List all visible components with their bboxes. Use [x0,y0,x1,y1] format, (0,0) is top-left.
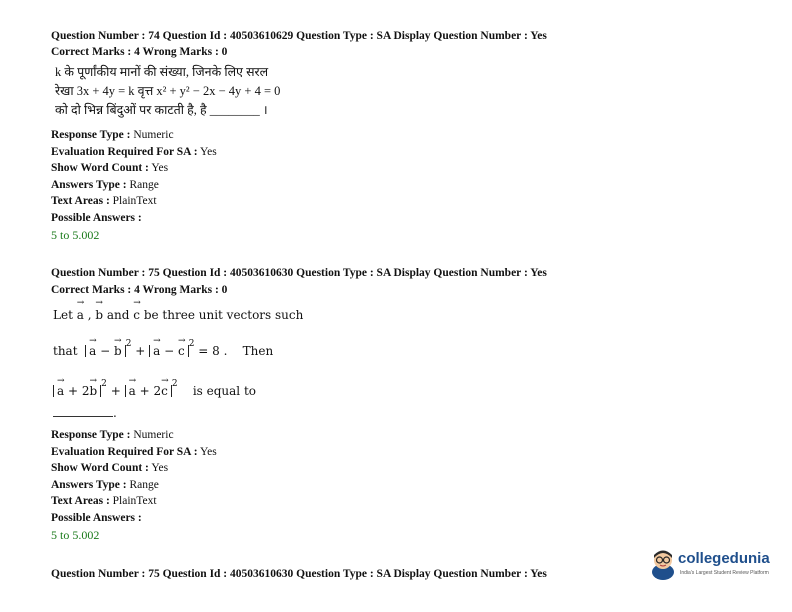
meta-row: Answers Type : Range [51,478,159,491]
question-74-marks: Correct Marks : 4 Wrong Marks : 0 [51,46,228,58]
question-74-meta [51,127,217,226]
meta-row: Text Areas : PlainText [51,195,157,207]
question-75-answer: 5 to 5.002 [51,528,100,542]
q74-line-3: को दो भिन्न बिंदुओं पर काटती है, है ________ । [55,103,268,117]
meta-row: Response Type : Numeric [51,129,174,141]
question-75-header: Question Number : 75 Question Id : 40503610630 Question Type : SA Display Question Number : Yes [51,267,547,279]
meta-row: Evaluation Required For SA : Yes [51,445,217,458]
logo-wordmark: collegedunia [678,550,770,567]
q75-line-2: that → a − → b $^2$ + → a − → c $^2$ = 8 . Then [53,344,273,358]
meta-row: Possible Answers : [51,211,142,224]
question-75-marks: Correct Marks : 4 Wrong Marks : 0 [51,284,228,296]
meta-row: Answers Type : Range [51,178,159,191]
meta-row: Response Type : Numeric [51,429,174,441]
question-75-meta [51,427,217,526]
q75-line-3: → a + 2→ b $^2$ + → a + 2→ c $^2$ is equal to [53,384,256,398]
question-74-answer: 5 to 5.002 [51,228,100,242]
question-74-body [55,63,280,120]
q74-line-2: रेखा 3x + 4y = k वृत्त x² + y² − 2x − 4y + 4 = 0 [55,84,281,98]
meta-row: Show Word Count : Yes [51,462,169,474]
question-74-header: Question Number : 74 Question Id : 40503610629 Question Type : SA Display Question Number : Yes [51,30,547,42]
meta-row: Evaluation Required For SA : Yes [51,145,217,158]
q74-line-1: k के पूर्णांकीय मानों की संख्या, जिनके लिए सरल [55,65,269,79]
collegedunia-logo [650,548,780,584]
meta-row: Possible Answers : [51,511,142,524]
question-75-repeat-header: Question Number : 75 Question Id : 40503610630 Question Type : SA Display Question Number : Yes [51,568,547,580]
meta-row: Text Areas : PlainText [51,495,157,507]
meta-row: Show Word Count : Yes [51,162,169,174]
q75-line-1: Let → a , → b and → c be three unit vectors such [53,308,303,322]
q75-blank: . [53,406,117,420]
logo-tagline: India's Largest Student Review Platform [680,570,769,576]
student-mascot-icon [650,548,676,580]
